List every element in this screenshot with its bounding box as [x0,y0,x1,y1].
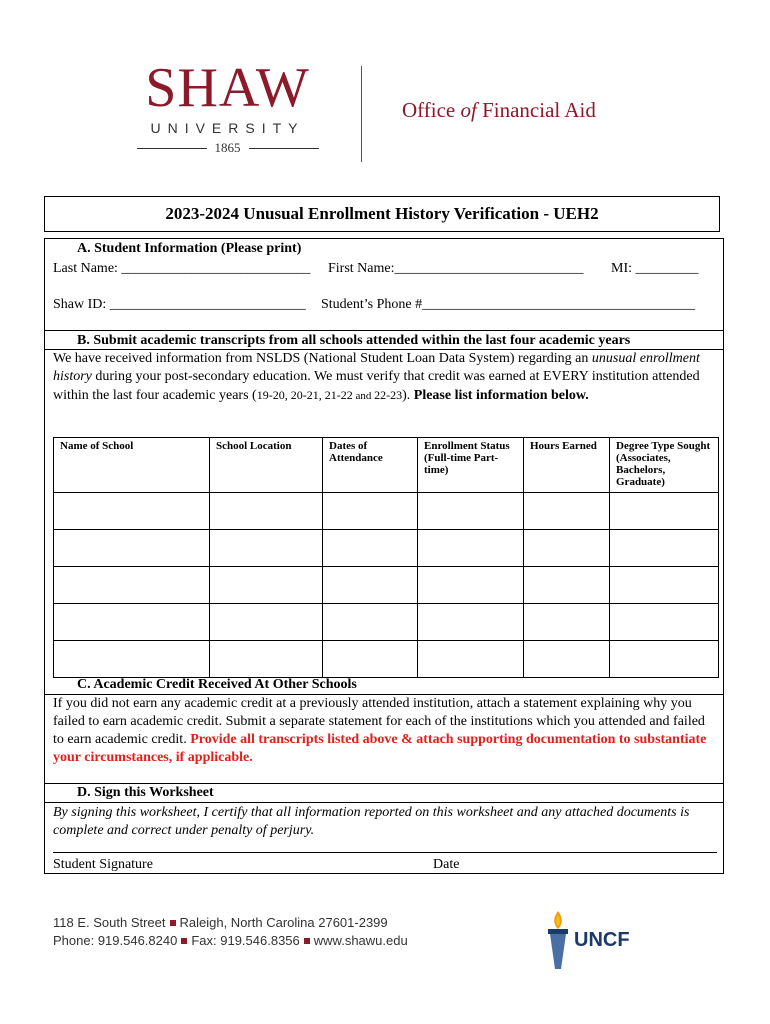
last-name-field[interactable]: Last Name: ___________________________ [53,261,311,276]
separator-square-icon [181,938,187,944]
uncf-text: UNCF [574,929,630,951]
first-name-field[interactable]: First Name:___________________________ [328,261,584,276]
section-b-heading: B. Submit academic transcripts from all schools attended within the last four academic years [77,333,631,348]
table-cell[interactable] [54,567,210,604]
table-cell[interactable] [54,530,210,567]
footer-phone: Phone: 919.546.8240 [53,933,178,948]
section-divider-cd [45,783,723,784]
para-b-and: and [352,390,375,402]
office-prefix: Office [402,98,461,122]
table-cell[interactable] [210,641,323,678]
footer-contact-line [53,932,408,950]
uncf-logo [544,905,644,975]
logo-year: 1865 [214,140,241,155]
footer-address [53,914,408,950]
signature-line[interactable] [53,852,717,853]
table-cell[interactable] [524,641,610,678]
table-cell[interactable] [323,604,418,641]
signature-label: Student Signature [53,857,153,872]
table-cell[interactable] [524,567,610,604]
table-cell[interactable] [418,530,524,567]
col-degree-type: Degree Type Sought (Associates, Bachelors, Graduate) [610,438,719,493]
table-cell[interactable] [418,493,524,530]
table-cell[interactable] [54,493,210,530]
table-row [54,567,719,604]
header-divider [361,66,362,162]
table-cell[interactable] [323,493,418,530]
logo-sub-text: UNIVERSITY [150,120,305,136]
logo-year-row [120,140,335,156]
mi-field[interactable]: MI: _________ [611,261,699,276]
table-row [54,604,719,641]
schools-table [53,437,719,678]
separator-square-icon [304,938,310,944]
office-suffix: Financial Aid [476,98,596,122]
table-cell[interactable] [418,567,524,604]
separator-square-icon [170,920,176,926]
table-cell[interactable] [323,567,418,604]
footer-address-line [53,914,408,932]
table-cell[interactable] [610,641,719,678]
section-d-paragraph: By signing this worksheet, I certify that all information reported on this worksheet and any attached documents is complete and correct under penalty of perjury. [53,805,690,838]
section-divider-ab [45,330,723,331]
table-cell[interactable] [610,493,719,530]
table-cell[interactable] [610,530,719,567]
shaw-university-logo [120,57,335,170]
table-cell[interactable] [524,493,610,530]
para-b-part3: ). [402,388,414,403]
para-b-part1: We have received information from NSLDS (National Student Loan Data System) regarding an [53,351,592,366]
table-cell[interactable] [524,530,610,567]
office-of: of [460,98,477,122]
para-b-part2: during your post-secondary education. We must verify that credit was earned at EVERY institution attended within the last four academic years ( [53,369,700,403]
section-c-heading: C. Academic Credit Received At Other Schools [77,677,357,692]
table-cell[interactable] [418,641,524,678]
para-b-italic: unusual enrollment history [53,351,700,384]
table-cell[interactable] [210,567,323,604]
footer-fax: Fax: 919.546.8356 [191,933,300,948]
table-row [54,530,719,567]
logo-rule-left [137,148,207,149]
address-city: Raleigh, North Carolina 27601-2399 [179,915,388,930]
table-cell[interactable] [54,641,210,678]
table-row [54,641,719,678]
phone-field[interactable]: Student’s Phone #_______________________________________ [321,297,696,312]
office-title [402,98,596,123]
table-cell[interactable] [610,604,719,641]
table-row [54,493,719,530]
para-b-years: 19-20, 20-21, 21-22 [256,388,353,402]
table-cell[interactable] [210,493,323,530]
col-name-of-school: Name of School [54,438,210,493]
form-title: 2023-2024 Unusual Enrollment History Verification - UEH2 [44,196,720,232]
col-hours-earned: Hours Earned [524,438,610,493]
para-b-last-year: 22-23 [374,388,403,402]
para-c-red: Provide all transcripts listed above & attach supporting documentation to substantiate your circumstances, if applicable. [53,732,707,765]
logo-main-text: SHAW [145,57,310,119]
shaw-id-field[interactable]: Shaw ID: ____________________________ [53,297,306,312]
section-a-heading: A. Student Information (Please print) [77,241,302,256]
date-label: Date [433,857,460,872]
footer-web[interactable]: www.shawu.edu [313,933,408,948]
table-cell[interactable] [54,604,210,641]
logo-rule-right [249,148,319,149]
col-dates-of-attendance: Dates of Attendance [323,438,418,493]
table-cell[interactable] [610,567,719,604]
para-c-text: If you did not earn any academic credit at a previously attended institution, attach a statement explaining why you failed to earn academic credit. Submit a separate statement for each of the institutions which you attended and failed to earn academic credit. [53,696,705,747]
col-enrollment-status: Enrollment Status (Full-time Part-time) [418,438,524,493]
table-cell[interactable] [210,604,323,641]
section-c-paragraph [53,695,717,767]
section-d-heading: D. Sign this Worksheet [77,785,214,800]
section-d-rule [45,802,723,803]
para-b-bold: Please list information below. [413,388,589,403]
address-street: 118 E. South Street [53,915,166,930]
table-cell[interactable] [323,530,418,567]
table-cell[interactable] [524,604,610,641]
table-cell[interactable] [323,641,418,678]
col-school-location: School Location [210,438,323,493]
table-cell[interactable] [210,530,323,567]
table-cell[interactable] [418,604,524,641]
form-body [44,238,724,874]
section-b-paragraph [53,350,717,405]
table-header-row [54,438,719,493]
